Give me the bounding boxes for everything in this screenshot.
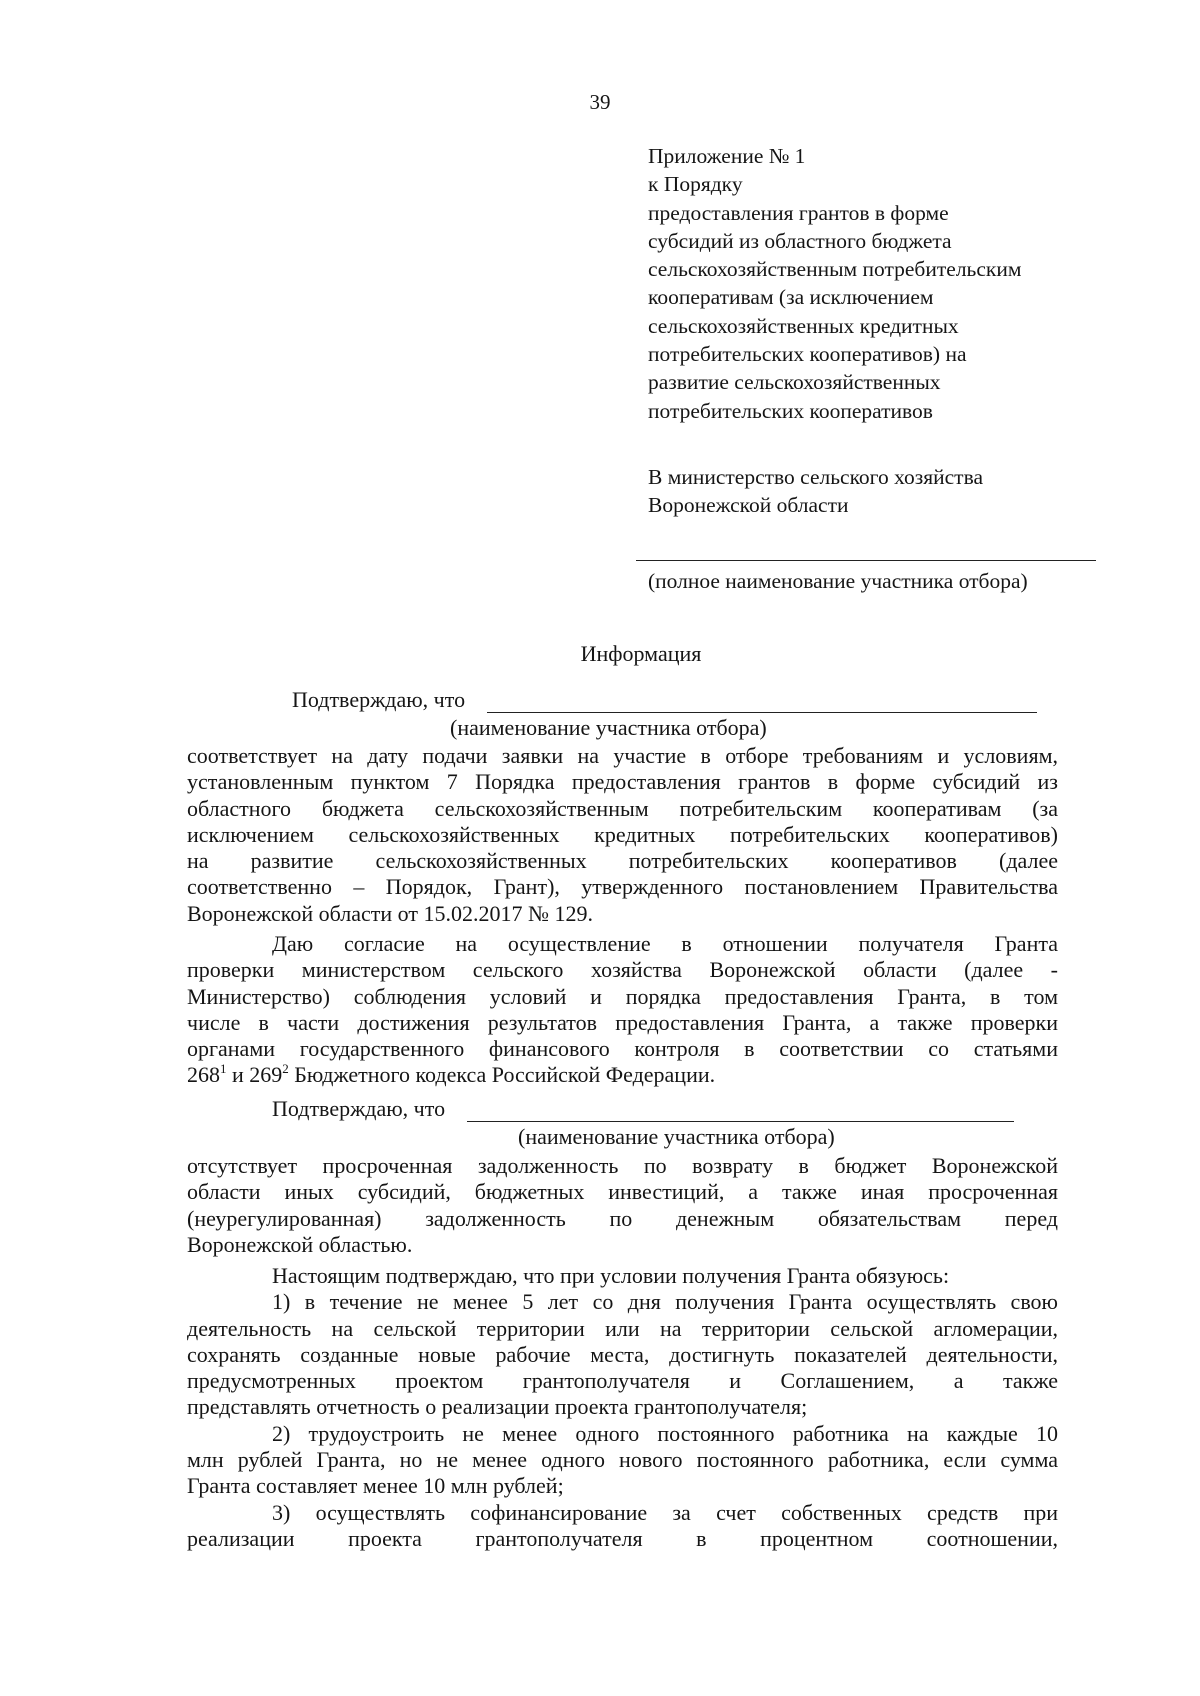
paragraph-no-debt (187, 1153, 1058, 1258)
participant-fill-line (487, 712, 1037, 713)
text-line: областного бюджета сельскохозяйственным потребительским кооперативам (за (187, 795, 1058, 821)
paragraph-obligations (187, 1263, 1058, 1552)
text-line: млн рублей Гранта, но не менее одного нового постоянного работника, если сумма (187, 1447, 1058, 1473)
text-line (187, 1062, 1058, 1088)
document-heading: Информация (580, 641, 702, 666)
text-line: 2) трудоустроить не менее одного постоянного работника на каждые 10 (272, 1420, 1058, 1446)
confirm-lead: Подтверждаю, что (272, 1096, 446, 1121)
article-number: 269 (249, 1062, 283, 1088)
paragraph-compliance (187, 743, 1058, 927)
article-superscript: 1 (220, 1061, 227, 1077)
text-line: установленным пунктом 7 Порядка предоставления грантов в форме субсидий из (187, 769, 1058, 795)
text-line: проверки министерством сельского хозяйства Воронежской области (далее - (187, 957, 1058, 983)
participant-name-caption: (полное наименование участника отбора) (648, 569, 1028, 593)
text-line: (неурегулированная) задолженность по денежным обязательствам перед (187, 1205, 1058, 1231)
appendix-line: потребительских кооперативов) на (648, 342, 967, 367)
appendix-line: Приложение № 1 (648, 144, 806, 168)
text-line: Настоящим подтверждаю, что при условии получения Гранта обязуюсь: (272, 1263, 950, 1288)
text-line: Воронежской областью. (187, 1231, 413, 1257)
text-line: области иных субсидий, бюджетных инвестиций, а также иная просроченная (187, 1179, 1058, 1205)
text-line: деятельность на сельской территории или на территории сельской агломерации, (187, 1315, 1058, 1341)
text-line: исключением сельскохозяйственных кредитных потребительских кооперативов) (187, 821, 1058, 847)
text-line: Воронежской области от 15.02.2017 № 129. (187, 900, 593, 926)
appendix-header (648, 142, 1021, 425)
text-line: соответственно – Порядок, Грант), утвержденного постановлением Правительства (187, 874, 1058, 900)
appendix-line: субсидий из областного бюджета (648, 228, 952, 253)
participant-caption: (наименование участника отбора) (450, 715, 767, 740)
participant-name-line (636, 560, 1096, 561)
participant-caption: (наименование участника отбора) (518, 1124, 835, 1149)
article-superscript: 2 (282, 1061, 289, 1077)
text-line: 1) в течение не менее 5 лет со дня получения Гранта осуществлять свою (272, 1289, 1058, 1315)
text-line: органами государственного финансового контроля в соответствии со статьями (187, 1036, 1058, 1062)
appendix-line: сельскохозяйственным потребительским (648, 257, 1022, 282)
text-line: представлять отчетность о реализации проекта грантополучателя; (187, 1394, 808, 1420)
article-number: 268 (187, 1062, 220, 1088)
text-line: предусмотренных проектом грантополучателя и Соглашением, а также (187, 1368, 1058, 1394)
text-line: на развитие сельскохозяйственных потребительских кооперативов (далее (187, 848, 1058, 874)
text-line: Министерство) соблюдения условий и порядка предоставления Гранта, в том (187, 983, 1058, 1009)
confirm-lead: Подтверждаю, что (292, 687, 466, 712)
text-line: 3) осуществлять софинансирование за счет собственных средств при (272, 1499, 1058, 1525)
conjunction: и (226, 1062, 250, 1088)
text-line: соответствует на дату подачи заявки на участие в отборе требованиям и условиям, (187, 743, 1058, 768)
text-line: Гранта составляет менее 10 млн рублей; (187, 1473, 564, 1499)
participant-fill-line (467, 1121, 1014, 1122)
appendix-line: к Порядку (648, 172, 743, 197)
text-line: Даю согласие на осуществление в отношении получателя Гранта (272, 931, 1058, 956)
consent-tail: Бюджетного кодекса Российской Федерации. (288, 1062, 716, 1088)
page-number: 39 (589, 90, 611, 114)
addressee (648, 463, 983, 519)
appendix-line: сельскохозяйственных кредитных (648, 313, 959, 338)
text-line: сохранять созданные новые рабочие места, достигнуть показателей деятельности, (187, 1341, 1058, 1367)
text-line: отсутствует просроченная задолженность по возврату в бюджет Воронежской (187, 1153, 1058, 1178)
appendix-line: развитие сельскохозяйственных (648, 370, 941, 395)
appendix-line: кооперативам (за исключением (648, 285, 934, 310)
addressee-line: В министерство сельского хозяйства (648, 465, 983, 489)
addressee-line: Воронежской области (648, 493, 849, 517)
text-line: реализации проекта грантополучателя в процентном соотношении, (187, 1525, 1058, 1551)
text-line: числе в части достижения результатов предоставления Гранта, а также проверки (187, 1009, 1058, 1035)
paragraph-consent (187, 931, 1058, 1089)
appendix-line: потребительских кооперативов (648, 398, 933, 423)
appendix-line: предоставления грантов в форме (648, 200, 949, 225)
